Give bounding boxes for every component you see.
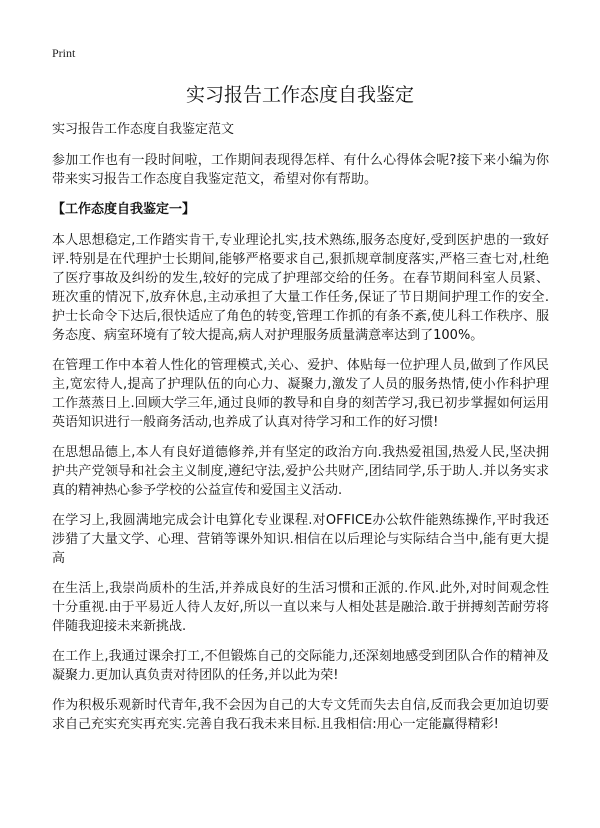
body-paragraph: 在思想品德上,本人有良好道德修养,并有坚定的政治方向.我热爱祖国,热爱人民,坚决拥 护共产党领导和社会主义制度,遵纪守法,爱护公共财产,团结同学,乐于助人.并以务实求真的精神热心参予学校的公益宣传和爱国主义活动. xyxy=(52,445,549,498)
body-paragraph: 在学习上,我圆满地完成会计电算化专业课程.对OFFICE办公软件能熟练操作,平时我还涉猎了大量文学、心理、营销等课外知识.相信在以后理论与实际结合当中,能有更大提高 xyxy=(52,513,549,566)
page-title: 实习报告工作态度自我鉴定 xyxy=(185,84,414,106)
body-paragraph: 在生活上,我崇尚质朴的生活,并养成良好的生活习惯和正派的.作风.此外,对时间观念性十分重视.由于平易近人待人友好,所以一直以来与人相处甚是融洽.敢于拼搏刻苦耐劳将伴随我迎接未来新挑战. xyxy=(52,581,549,634)
document-subtitle: 实习报告工作态度自我鉴定范文 xyxy=(52,122,235,137)
body-paragraph: 作为积极乐观新时代青年,我不会因为自己的大专文凭而失去自信,反而我会更加迫切要求自己充实充实再充实.完善自我石我未来目标.且我相信:用心一定能赢得精彩! xyxy=(52,698,549,732)
intro-paragraph: 参加工作也有一段时间啦，工作期间表现得怎样、有什么心得体会呢?接下来小编为你带来实习报告工作态度自我鉴定范文，希望对你有帮助。 xyxy=(52,153,549,187)
body-paragraph: 在工作上,我通过课余打工,不但锻炼自己的交际能力,还深刻地感受到团队合作的精神及凝聚力.更加认真负责对待团队的任务,并以此为荣! xyxy=(52,649,549,683)
body-paragraph: 本人思想稳定,工作踏实肯干,专业理论扎实,技术熟练,服务态度好,受到医护患的一致好评.特别是在代理护士长期间,能够严格要求自己,狠抓规章制度落实,严格三查七对,杜绝了医疗事故及纠纷的发生,较好的完成了护理部交给的任务。在春节期间科室人员紧、班次重的情况下,放弃休息,主动承担了大量工作任务,保证了节日期间护理工作的安全.护士长命令下达后,很快适应了角色的转变,管理工作抓的有条不紊,使儿科工作秩序、服务态度、病室环境有了较大提高,病人对护理服务质量满意率达到了100%。 xyxy=(52,233,549,343)
print-label: Print xyxy=(52,46,76,60)
body-paragraph: 在管理工作中本着人性化的管理模式,关心、爱护、体贴每一位护理人员,做到了作风民主,宽宏待人,提高了护理队伍的向心力、凝聚力,激发了人员的服务热情,使小作科护理工作蒸蒸日上.回顾大学三年,通过良师的教导和自身的刻苦学习,我已初步掌握如何运用英语知识进行一般商务活动,也养成了认真对待学习和工作的好习惯! xyxy=(52,358,549,430)
document-body xyxy=(52,120,549,745)
section-heading: 【工作态度自我鉴定一】 xyxy=(52,202,196,217)
